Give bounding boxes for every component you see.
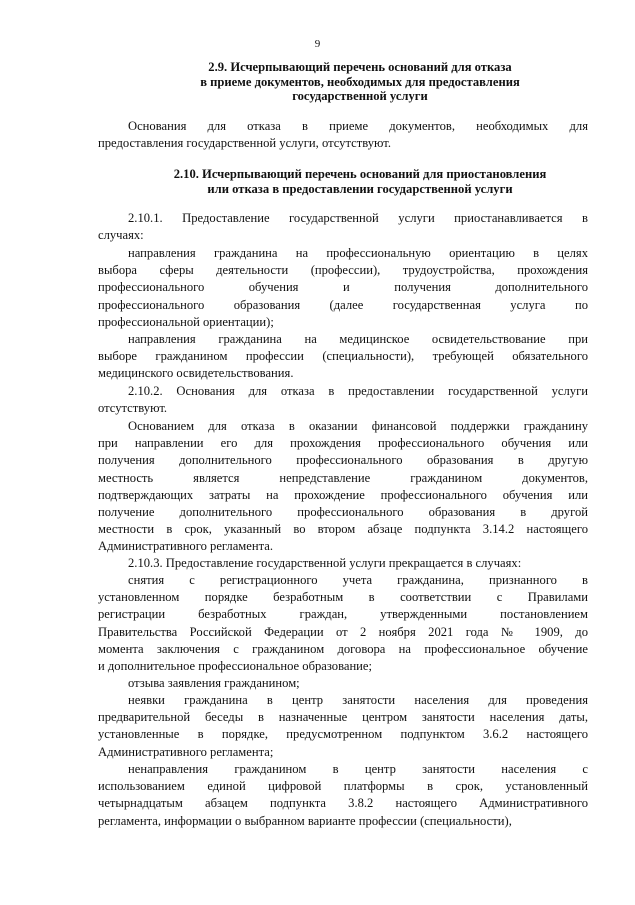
text-line: подтверждающих затраты на прохождение профессионального обучения или bbox=[98, 487, 588, 502]
paragraph-career-guidance bbox=[98, 245, 588, 331]
text-line: 2.10.3. Предоставление государственной услуги прекращается в случаях: bbox=[128, 556, 522, 570]
section-2-9-title-line: государственной услуги bbox=[292, 89, 428, 103]
section-2-9-title-line: в приеме документов, необходимых для предоставления bbox=[200, 74, 520, 89]
text-line: медицинского освидетельствования. bbox=[98, 366, 294, 381]
paragraph-withdrawal bbox=[98, 675, 588, 692]
text-line: установленном порядке безработным в соответствии с Правилами bbox=[98, 590, 588, 605]
paragraph-no-show bbox=[98, 692, 588, 761]
text-line: Правительства Российской Федерации от 2 ноября 2021 года № 1909, до bbox=[98, 624, 588, 639]
text-line: использованием единой цифровой платформы в срок, установленный bbox=[98, 779, 588, 794]
text-line: местность является непредставление гражданином документов, bbox=[98, 470, 588, 485]
text-line: направления гражданина на профессиональную ориентацию в целях bbox=[128, 246, 588, 260]
text-line: 2.10.2. Основания для отказа в предоставлении государственной услуги bbox=[128, 384, 588, 398]
paragraph-2-10-1 bbox=[98, 210, 588, 244]
text-line: получения дополнительного профессионального образования в другую bbox=[98, 453, 588, 468]
text-line: получение дополнительного профессионального образования в другой bbox=[98, 505, 588, 520]
text-line: четырнадцатым абзацем подпункта 3.8.2 настоящего Административного bbox=[98, 796, 588, 811]
section-2-9-title bbox=[100, 60, 620, 104]
text-line: регламента, информации о выбранном варианте профессии (специальности), bbox=[98, 813, 512, 828]
text-line: Основанием для отказа в оказании финансовой поддержки гражданину bbox=[128, 419, 588, 433]
text-line: отсутствуют. bbox=[98, 401, 168, 416]
text-line: регистрации безработных граждан, утвержденными постановлением bbox=[98, 607, 588, 622]
text-line: профессиональной ориентации); bbox=[98, 314, 274, 329]
section-2-10-title-line: 2.10. Исчерпывающий перечень оснований для приостановления bbox=[173, 167, 547, 181]
paragraph-non-submission bbox=[98, 761, 588, 830]
text-line: профессионального образования (далее государственная услуга по bbox=[98, 297, 588, 312]
paragraph-2-10-2 bbox=[98, 383, 588, 417]
text-line: ненаправления гражданином в центр занятости населения с bbox=[128, 762, 588, 776]
paragraph-medical-exam bbox=[98, 331, 588, 383]
paragraph-deregistration bbox=[98, 572, 588, 675]
text-line: 2.10.1. Предоставление государственной услуги приостанавливается в bbox=[128, 211, 588, 225]
section-2-9-title-line: 2.9. Исчерпывающий перечень оснований для отказа bbox=[208, 60, 512, 74]
text-line: предварительной беседы в назначенные центром занятости населения даты, bbox=[98, 710, 588, 725]
text-line: Административного регламента. bbox=[98, 539, 274, 554]
text-line: предоставления государственной услуги, отсутствуют. bbox=[98, 136, 391, 151]
paragraph-2-10-3 bbox=[98, 555, 588, 572]
section-2-9-paragraph bbox=[98, 118, 588, 152]
page-number: 9 bbox=[314, 38, 321, 50]
text-line: местности в срок, указанный во втором абзаце подпункта 3.14.2 настоящего bbox=[98, 522, 588, 537]
text-line: снятия с регистрационного учета гражданина, признанного в bbox=[128, 573, 588, 587]
text-line: неявки гражданина в центр занятости населения для проведения bbox=[128, 693, 588, 707]
section-2-10-title bbox=[100, 167, 620, 196]
text-line: случаях: bbox=[98, 228, 144, 243]
text-line: профессионального обучения и получения дополнительного bbox=[98, 280, 588, 295]
text-line: и дополнительное профессиональное образование; bbox=[98, 659, 373, 674]
text-line: установленные в порядке, предусмотренном подпунктом 3.6.2 настоящего bbox=[98, 727, 588, 742]
text-line: Основания для отказа в приеме документов, необходимых для bbox=[128, 119, 588, 133]
text-line: отзыва заявления гражданином; bbox=[128, 676, 300, 690]
text-line: момента заключения с гражданином договора на профессиональное обучение bbox=[98, 641, 588, 656]
text-line: выборе гражданином профессии (специальности), требующей обязательного bbox=[98, 349, 588, 364]
section-2-10-title-line: или отказа в предоставлении государственной услуги bbox=[207, 181, 513, 196]
text-line: Административного регламента; bbox=[98, 744, 274, 759]
paragraph-financial-support bbox=[98, 418, 588, 556]
text-line: при направлении его для прохождения профессионального обучения или bbox=[98, 436, 588, 451]
text-line: выбора сферы деятельности (профессии), трудоустройства, прохождения bbox=[98, 263, 588, 278]
text-line: направления гражданина на медицинское освидетельствование при bbox=[128, 332, 588, 346]
